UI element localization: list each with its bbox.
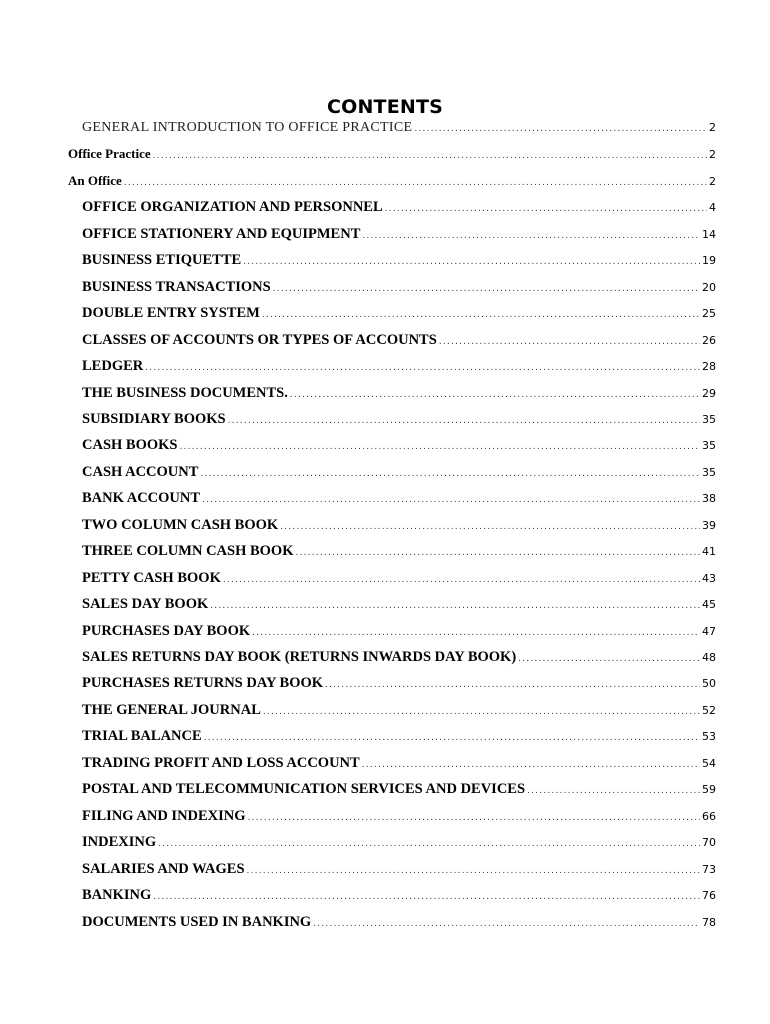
toc-entry-label: OFFICE STATIONERY AND EQUIPMENT (82, 225, 361, 242)
toc-leader-dots (362, 760, 700, 770)
toc-leader-dots (145, 363, 700, 373)
toc-entry-label: TWO COLUMN CASH BOOK (82, 516, 279, 533)
toc-entry[interactable] (82, 279, 716, 301)
toc-entry[interactable] (68, 146, 716, 168)
toc-leader-dots (252, 628, 700, 638)
toc-entry-page-number: 54 (702, 756, 716, 770)
toc-entry[interactable] (82, 887, 716, 909)
toc-entry[interactable] (82, 517, 716, 539)
toc-entry-page-number: 26 (702, 333, 716, 347)
toc-entry-label: CLASSES OF ACCOUNTS OR TYPES OF ACCOUNTS (82, 331, 437, 348)
toc-leader-dots (153, 151, 707, 161)
toc-entry-label: BANK ACCOUNT (82, 490, 201, 507)
toc-leader-dots (202, 495, 700, 505)
toc-entry[interactable] (82, 675, 716, 697)
toc-entry-label: SALARIES AND WAGES (82, 860, 245, 877)
toc-entry[interactable] (82, 411, 716, 433)
toc-leader-dots (228, 416, 700, 426)
toc-entry-page-number: 43 (702, 571, 716, 585)
toc-entry-label: FILING AND INDEXING (82, 807, 246, 824)
toc-entry-label: CASH ACCOUNT (82, 463, 199, 480)
toc-entry-page-number: 53 (702, 730, 716, 744)
toc-entry[interactable] (82, 755, 716, 777)
toc-entry-page-number: 25 (702, 307, 716, 321)
toc-entry-page-number: 2 (709, 148, 716, 162)
toc-entry-label: SALES RETURNS DAY BOOK (RETURNS INWARDS DAY BOOK) (82, 649, 517, 665)
toc-entry-label: TRADING PROFIT AND LOSS ACCOUNT (82, 754, 360, 771)
toc-entry-page-number: 48 (702, 651, 716, 664)
toc-entry-page-number: 4 (709, 201, 716, 215)
toc-entry-page-number: 38 (702, 492, 716, 506)
toc-leader-dots (362, 231, 700, 241)
toc-entry[interactable] (82, 490, 716, 512)
toc-entry-page-number: 66 (702, 809, 716, 823)
toc-entry-page-number: 70 (702, 836, 716, 850)
toc-leader-dots (439, 337, 700, 347)
toc-entry[interactable] (82, 861, 716, 883)
toc-entry[interactable] (82, 252, 716, 274)
toc-entry[interactable] (82, 702, 716, 724)
toc-leader-dots (325, 680, 700, 690)
toc-leader-dots (124, 178, 707, 188)
toc-entry-label: OFFICE ORGANIZATION AND PERSONNEL (82, 199, 383, 216)
toc-leader-dots (262, 310, 700, 320)
toc-entry[interactable] (82, 808, 716, 830)
toc-entry-label: PURCHASES DAY BOOK (82, 622, 251, 639)
toc-entry[interactable] (82, 437, 716, 459)
toc-leader-dots (527, 786, 700, 796)
toc-entry-label: POSTAL AND TELECOMMUNICATION SERVICES AND DEVICES (82, 781, 526, 798)
toc-entry-label: TRIAL BALANCE (82, 728, 202, 745)
toc-entry-page-number: 29 (702, 386, 716, 400)
toc-entry-page-number: 20 (702, 280, 716, 294)
toc-leader-dots (290, 390, 700, 400)
toc-entry[interactable] (68, 173, 716, 195)
toc-entry-label: PETTY CASH BOOK (82, 569, 221, 586)
toc-entry-label: An Office (68, 172, 122, 188)
toc-entry[interactable] (82, 914, 716, 936)
toc-entry-label: Office Practice (68, 146, 151, 162)
toc-entry-label: DOCUMENTS USED IN BANKING (82, 913, 312, 930)
toc-entry[interactable] (82, 332, 716, 354)
toc-entry-label: BANKING (82, 887, 152, 904)
toc-entry-label: PURCHASES RETURNS DAY BOOK (82, 675, 324, 692)
toc-entry-page-number: 19 (702, 254, 716, 268)
toc-entry-page-number: 78 (702, 915, 716, 929)
toc-entry-page-number: 52 (702, 703, 716, 717)
toc-entry[interactable] (82, 543, 716, 565)
toc-leader-dots (280, 522, 700, 532)
toc-entry[interactable] (82, 728, 716, 750)
toc-entry-page-number: 41 (702, 545, 716, 559)
toc-entry-page-number: 35 (702, 465, 716, 479)
toc-entry[interactable] (82, 834, 716, 856)
toc-leader-dots (153, 892, 700, 902)
toc-entry[interactable] (82, 623, 716, 645)
toc-leader-dots (295, 548, 700, 558)
toc-leader-dots (313, 919, 700, 929)
toc-entry-page-number: 45 (702, 598, 716, 612)
toc-title: CONTENTS (326, 96, 444, 118)
toc-leader-dots (210, 601, 700, 611)
toc-entry-label: INDEXING (82, 834, 157, 851)
toc-entry-page-number: 59 (702, 783, 716, 797)
toc-entry-label: DOUBLE ENTRY SYSTEM (82, 305, 260, 322)
toc-leader-dots (158, 839, 700, 849)
toc-entry-page-number: 35 (702, 412, 716, 426)
toc-entry-page-number: 47 (702, 624, 716, 638)
toc-entry-label: LEDGER (82, 358, 144, 375)
toc-leader-dots (263, 707, 700, 717)
toc-entry-page-number: 2 (709, 121, 716, 134)
toc-entry[interactable] (82, 385, 716, 407)
toc-leader-dots (179, 442, 700, 452)
toc-entry[interactable] (82, 199, 716, 221)
toc-entry[interactable] (82, 464, 716, 486)
toc-entry-page-number: 73 (702, 862, 716, 876)
toc-entry[interactable] (82, 358, 716, 380)
toc-entry-page-number: 39 (702, 518, 716, 532)
toc-entry-label: BUSINESS ETIQUETTE (82, 252, 242, 269)
toc-leader-dots (247, 866, 700, 876)
toc-entry[interactable] (82, 649, 716, 671)
toc-entry[interactable] (82, 305, 716, 327)
toc-leader-dots (518, 654, 700, 664)
toc-entry[interactable] (82, 781, 716, 803)
toc-entry-label: THE GENERAL JOURNAL (82, 701, 261, 718)
toc-entry[interactable] (82, 570, 716, 592)
toc-leader-dots (243, 257, 700, 267)
toc-entry-label: SUBSIDIARY BOOKS (82, 410, 226, 427)
toc-leader-dots (200, 469, 700, 479)
toc-leader-dots (223, 575, 700, 585)
toc-leader-dots (273, 284, 700, 294)
toc-entry[interactable] (82, 226, 716, 248)
toc-leader-dots (385, 204, 707, 214)
toc-entry-label: GENERAL INTRODUCTION TO OFFICE PRACTICE (82, 120, 413, 135)
toc-entry-page-number: 14 (702, 227, 716, 241)
toc-leader-dots (248, 813, 700, 823)
toc-entry-page-number: 2 (709, 174, 716, 188)
toc-entry-label: CASH BOOKS (82, 437, 178, 454)
toc-leader-dots (204, 733, 700, 743)
toc-entry-page-number: 76 (702, 889, 716, 903)
toc-leader-dots (414, 124, 707, 134)
toc-entry-page-number: 28 (702, 360, 716, 374)
toc-entry-page-number: 35 (702, 439, 716, 453)
toc-entry-label: THREE COLUMN CASH BOOK (82, 543, 294, 560)
toc-entry-label: THE BUSINESS DOCUMENTS. (82, 384, 288, 401)
toc-entry-label: SALES DAY BOOK (82, 596, 209, 613)
toc-entry[interactable] (82, 596, 716, 618)
toc-entry-page-number: 50 (702, 677, 716, 691)
toc-entry-label: BUSINESS TRANSACTIONS (82, 278, 271, 295)
toc-entry[interactable] (82, 120, 716, 142)
